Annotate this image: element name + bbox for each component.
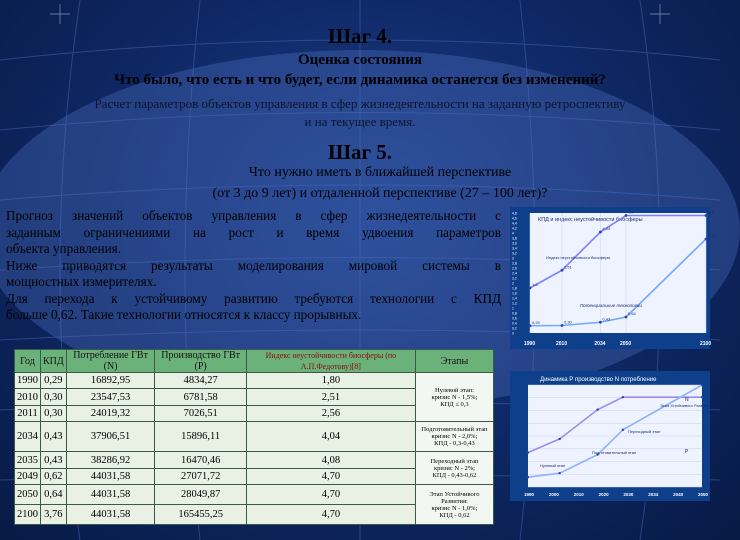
body-line: заданным ограничениями на рост и время удвоения параметров xyxy=(6,224,501,240)
chart1-y-tick-label: 0,2 xyxy=(512,326,517,331)
stage-line: кризис N - 2%; xyxy=(433,464,475,472)
chart1-y-tick-label: 0,4 xyxy=(512,321,517,326)
table-cell: 2010 xyxy=(15,389,41,405)
chart1-data-point xyxy=(561,324,564,327)
chart2-annotation-prep: Подготовительный этап xyxy=(592,450,637,455)
table-cell: 0,30 xyxy=(41,389,67,405)
stage-cell xyxy=(415,452,493,485)
chart2-annotation-transition: Переходный этап xyxy=(628,429,661,434)
table-row xyxy=(15,452,494,468)
table-cell: 15896,11 xyxy=(155,422,246,452)
table-cell: 0,43 xyxy=(41,422,67,452)
chart1-data-label: 4,04 xyxy=(602,226,611,231)
col-header-efficiency: КПД xyxy=(41,350,67,373)
table-cell: 2011 xyxy=(15,405,41,421)
chart2-x-tick-label: 2050 xyxy=(698,492,709,497)
chart1-y-tick-label: 1,4 xyxy=(512,296,517,301)
stage-cell xyxy=(415,485,493,525)
table-cell: 4,08 xyxy=(246,452,415,468)
table-row xyxy=(15,373,494,389)
col-header-consumption: Потребление ГВт (N) xyxy=(66,350,155,373)
table-cell: 4,70 xyxy=(246,468,415,484)
chart1-y-tick-label: 4,8 xyxy=(512,211,517,216)
chart1-annotation-index: Индекс неустойчивости биосферы xyxy=(546,255,611,260)
table-cell: 44031,58 xyxy=(66,485,155,505)
chart1-y-tick-label: 0 xyxy=(512,331,514,336)
table-cell: 0,30 xyxy=(41,405,67,421)
chart2-data-point xyxy=(527,476,529,478)
chart1-y-tick-label: 4 xyxy=(512,231,514,236)
table-cell: 0,29 xyxy=(41,373,67,389)
table-cell: 44031,58 xyxy=(66,468,155,484)
chart2-title: Динамика Р производство N потребление xyxy=(540,377,657,383)
chart1-y-tick-label: 3 xyxy=(512,256,514,261)
chart2-x-tick-label: 2040 xyxy=(673,492,684,497)
chart2-x-tick-label: 2010 xyxy=(573,492,584,497)
chart2-label-p: P xyxy=(685,449,689,455)
stage-cell xyxy=(415,373,493,422)
table-cell: 2100 xyxy=(15,505,41,525)
table-cell: 2035 xyxy=(15,452,41,468)
chart1-y-tick-label: 2,2 xyxy=(512,276,517,281)
step4-question: Что было, что есть и что будет, если динамика останется без изменений? xyxy=(114,72,606,88)
chart2-data-point xyxy=(596,408,598,410)
table-cell: 2050 xyxy=(15,485,41,505)
chart2-x-tick-label: 2030 xyxy=(623,492,634,497)
body-line: объекта управления. xyxy=(6,241,122,256)
col-header-year: Год xyxy=(15,350,41,373)
stage-line: КПД - 0,3-0,43 xyxy=(434,440,475,448)
table-cell: 4,04 xyxy=(246,422,415,452)
step5-question-line2: (от 3 до 9 лет) и отдаленной перспективе (27 – 100 лет)? xyxy=(212,186,548,201)
chart1-data-point xyxy=(705,238,708,241)
chart1-data-label: 3,76 xyxy=(708,233,716,238)
chart2-x-tick-label: 2020 xyxy=(598,492,609,497)
table-cell: 7026,51 xyxy=(155,405,246,421)
stage-line: Этап Устойчивого Развития: xyxy=(429,490,480,505)
table-cell: 3,76 xyxy=(41,505,67,525)
body-line: Прогноз значений объектов управления в сфер жизнедеятельности с xyxy=(6,208,501,223)
table-cell: 1,80 xyxy=(246,373,415,389)
chart2-data-point xyxy=(558,472,560,474)
chart1-data-label: 4,7 xyxy=(708,209,714,215)
body-text xyxy=(6,208,501,324)
table-cell: 16892,95 xyxy=(66,373,155,389)
chart1-data-label: 0,29 xyxy=(532,319,540,325)
chart1-annotation-tech: Потенциальные технологии xyxy=(580,303,642,308)
step4-subtitle: Оценка состояния xyxy=(298,52,422,68)
chart1-y-tick-label: 1,8 xyxy=(512,286,517,291)
stage-cell xyxy=(415,422,493,452)
production-consumption-chart xyxy=(510,371,710,501)
chart1-title: КПД и индекс неустойчивости биосферы xyxy=(538,217,643,223)
body-line: больше 0,62. Такие технологии относятся к классу прорывных. xyxy=(6,307,362,322)
chart1-data-label: 0,30 xyxy=(564,319,572,325)
chart1-data-label: 4,7 xyxy=(628,209,634,215)
chart1-y-tick-label: 4,2 xyxy=(512,226,517,231)
table-cell: 1990 xyxy=(15,373,41,389)
chart1-x-tick-label: 2100 xyxy=(700,341,712,347)
table-cell: 28049,87 xyxy=(155,485,246,505)
chart1-y-tick-label: 2 xyxy=(512,281,514,286)
table-cell: 0,43 xyxy=(41,452,67,468)
body-line: Ниже приводятся результаты моделирования мировой системы в xyxy=(6,257,501,273)
chart1-data-point xyxy=(625,214,628,217)
chart1-y-tick-label: 3,8 xyxy=(512,236,517,241)
stage-line: кризис N - 1,5%; xyxy=(431,393,478,401)
chart1-y-tick-label: 0,6 xyxy=(512,316,517,321)
chart1-y-tick-label: 4,6 xyxy=(512,216,517,221)
table-cell: 37906,51 xyxy=(66,422,155,452)
table-cell: 44031,58 xyxy=(66,505,155,525)
chart2-data-point xyxy=(558,438,560,440)
table-cell: 2049 xyxy=(15,468,41,484)
chart1-y-tick-label: 1 xyxy=(512,306,514,311)
step5-title: Шаг 5. xyxy=(327,140,393,164)
chart1-data-label: 1,8 xyxy=(532,282,538,287)
table-cell: 2,56 xyxy=(246,405,415,421)
stage-line: КПД - 0,43-0,62 xyxy=(432,471,477,479)
table-cell: 2,51 xyxy=(246,389,415,405)
step4-desc-line2: и на текущее время. xyxy=(304,114,416,129)
chart2-annotation-stage0: Нулевой этап xyxy=(540,463,566,468)
chart1-data-point xyxy=(529,324,532,327)
chart1-data-point xyxy=(705,214,708,217)
step5-question-line1: Что нужно иметь в ближайшей перспективе xyxy=(248,165,512,180)
col-header-production: Производство ГВт (P) xyxy=(155,350,246,373)
chart1-data-label: 0,64 xyxy=(628,311,636,316)
stage-line: КПД - 0,62 xyxy=(439,511,470,519)
table-cell: 38286,92 xyxy=(66,452,155,468)
chart1-data-point xyxy=(599,321,602,324)
chart1-y-tick-label: 0,8 xyxy=(512,311,517,316)
stage-line: кризис N - 1,0%; xyxy=(431,504,478,512)
forecast-table xyxy=(14,349,494,525)
stage-line: КПД ≤ 0,3 xyxy=(440,400,469,408)
chart2-data-point xyxy=(527,451,529,453)
efficiency-chart xyxy=(510,207,716,349)
table-cell: 2034 xyxy=(15,422,41,452)
stage-line: Подготовительный этап xyxy=(421,426,488,434)
body-line: Для перехода к устойчивому развитию требуются технологии с КПД xyxy=(6,290,501,306)
chart1-y-tick-label: 2,6 xyxy=(512,266,517,271)
chart2-x-tick-label: 2000 xyxy=(548,492,559,497)
table-cell: 6781,58 xyxy=(155,389,246,405)
chart1-data-point xyxy=(529,287,532,290)
col-header-stages: Этапы xyxy=(415,350,493,373)
chart1-y-tick-label: 3,2 xyxy=(512,251,517,256)
chart1-x-tick-label: 2010 xyxy=(556,341,568,347)
table-cell: 16470,46 xyxy=(155,452,246,468)
chart1-y-tick-label: 2,8 xyxy=(512,261,517,266)
stage-line: Нулевой этап: xyxy=(434,386,474,394)
chart2-x-tick-label: 1990 xyxy=(524,492,535,497)
chart2-annotation-sustainable: Этап Устойчивого Развития xyxy=(660,403,712,408)
chart2-data-point xyxy=(701,384,703,386)
table-cell: 23547,53 xyxy=(66,389,155,405)
table-cell: 4,70 xyxy=(246,485,415,505)
table-cell: 4834,27 xyxy=(155,373,246,389)
chart1-y-tick-label: 4,4 xyxy=(512,221,517,226)
table-cell: 0,62 xyxy=(41,468,67,484)
chart1-x-tick-label: 2050 xyxy=(620,341,632,347)
chart2-data-point xyxy=(622,429,624,431)
stage-line: кризис N - 2,0%; xyxy=(431,433,478,441)
chart1-y-tick-label: 3,6 xyxy=(512,241,517,246)
chart1-x-tick-label: 1990 xyxy=(524,341,536,347)
chart2-data-point xyxy=(701,396,703,398)
table-cell: 4,70 xyxy=(246,505,415,525)
col-header-instability: Индекс неустойчивости биосферы (по А.П.Федотову)[8] xyxy=(246,350,415,373)
chart1-data-point xyxy=(599,231,602,234)
stage-line: Переходный этап xyxy=(430,457,479,465)
chart1-x-tick-label: 2034 xyxy=(594,341,606,347)
step4-title: Шаг 4. xyxy=(327,24,393,48)
step4-desc-line1: Расчет параметров объектов управления в сфер жизнедеятельности на заданную ретроспективу xyxy=(94,96,626,111)
chart1-y-tick-label: 2,4 xyxy=(512,271,517,276)
table-row xyxy=(15,422,494,452)
chart1-y-tick-label: 1,2 xyxy=(512,301,517,306)
chart1-y-tick-label: 1,6 xyxy=(512,291,517,296)
chart1-data-point xyxy=(625,316,628,319)
chart1-data-label: 0,43 xyxy=(602,316,611,322)
chart1-data-point xyxy=(561,269,564,272)
chart1-y-tick-label: 3,4 xyxy=(512,246,517,251)
table-cell: 27071,72 xyxy=(155,468,246,484)
table-header-row xyxy=(15,350,494,373)
table-cell: 165455,25 xyxy=(155,505,246,525)
chart2-data-point xyxy=(622,396,624,398)
table-row xyxy=(15,485,494,505)
chart1-data-label: 2,51 xyxy=(564,264,572,270)
chart2-x-tick-label: 2034 xyxy=(648,492,659,497)
table-cell: 0,64 xyxy=(41,485,67,505)
table-cell: 24019,32 xyxy=(66,405,155,421)
body-line: мощностных измерителях. xyxy=(6,274,157,289)
chart2-label-n: N xyxy=(685,397,689,403)
